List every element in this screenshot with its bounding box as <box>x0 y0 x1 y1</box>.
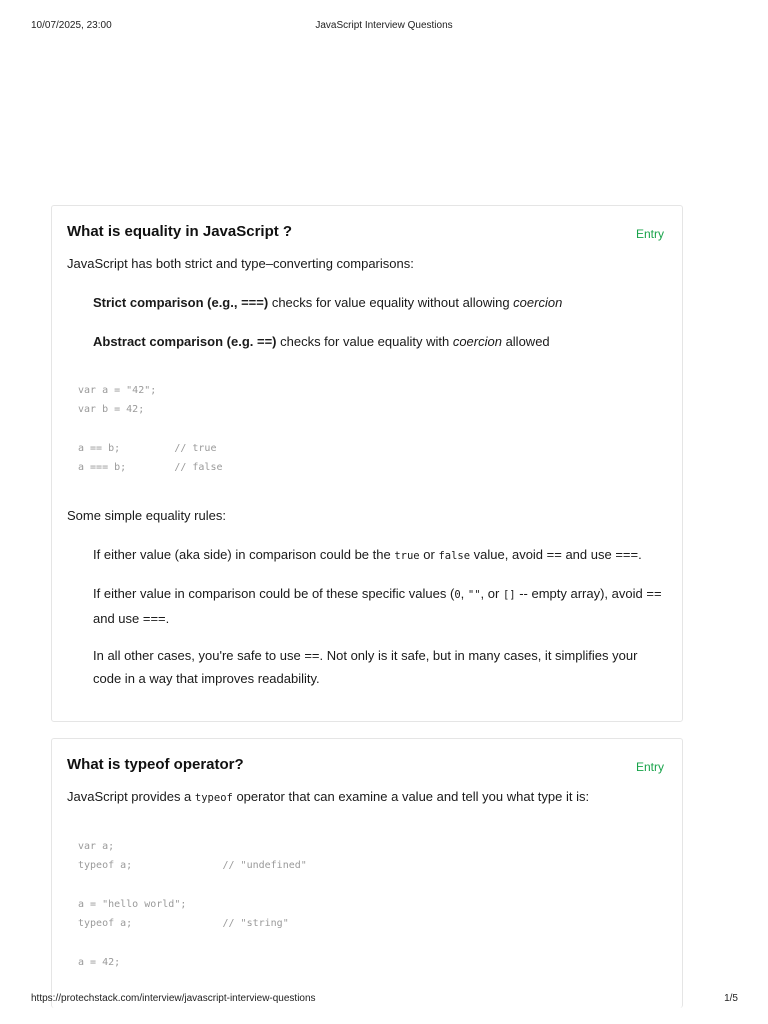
inline-code: 0 <box>454 589 461 601</box>
equality-rule-3: In all other cases, you're safe to use ==. Not only is it safe, but in many cases, it simplifies your code in a way that improves readability. <box>93 648 638 686</box>
rule-text: If either value (aka side) in comparison could be the <box>93 547 395 562</box>
inline-code: true <box>394 550 420 562</box>
difficulty-badge: Entry <box>635 760 664 774</box>
code-block: var a; typeof a; // "undefined" a = "hello world"; typeof a; // "string" a = 42; <box>78 841 307 968</box>
rule-text: value, avoid == and use ===. <box>470 547 642 562</box>
inline-code: false <box>438 550 471 562</box>
strict-comparison-text: checks for value equality without allowing <box>268 295 514 310</box>
page-number: 1/5 <box>724 993 738 1004</box>
rule-text: If either value in comparison could be of these specific values ( <box>93 586 455 601</box>
question-title: What is typeof operator? <box>67 756 244 773</box>
question-card-equality <box>51 205 683 722</box>
print-header <box>0 20 768 34</box>
print-document-title: JavaScript Interview Questions <box>315 20 453 31</box>
inline-code: "" <box>467 589 481 601</box>
abstract-comparison-item <box>93 330 668 353</box>
rule-text: , <box>460 586 468 601</box>
strict-comparison-emphasis: coercion <box>513 295 563 310</box>
abstract-comparison-text: checks for value equality with <box>276 334 453 349</box>
rule-text: or <box>419 547 439 562</box>
answer-intro <box>67 789 589 804</box>
strict-comparison-item <box>93 291 668 314</box>
rule-text: , or <box>480 586 503 601</box>
rule-text: -- empty array), avoid == and use ===. <box>93 586 662 626</box>
strict-comparison-term: Strict comparison (e.g., ===) <box>93 295 269 310</box>
print-datetime: 10/07/2025, 23:00 <box>31 20 112 31</box>
rules-heading: Some simple equality rules: <box>67 508 226 523</box>
abstract-comparison-tail: allowed <box>501 334 550 349</box>
difficulty-badge: Entry <box>635 227 664 241</box>
question-title: What is equality in JavaScript ? <box>67 223 293 240</box>
page-url: https://protechstack.com/interview/javascript-interview-questions <box>31 993 316 1004</box>
answer-intro: JavaScript has both strict and type–converting comparisons: <box>67 256 414 271</box>
abstract-comparison-emphasis: coercion <box>452 334 502 349</box>
code-block: var a = "42"; var b = 42; a == b; // true a === b; // false <box>78 385 223 474</box>
question-card-typeof <box>51 738 683 1008</box>
inline-code: typeof <box>194 792 233 804</box>
abstract-comparison-term: Abstract comparison (e.g. ==) <box>93 334 277 349</box>
equality-rule-2 <box>93 582 668 630</box>
intro-text: operator that can examine a value and tell you what type it is: <box>232 789 590 804</box>
inline-code: [] <box>502 589 516 601</box>
intro-text: JavaScript provides a <box>67 789 195 804</box>
print-footer <box>0 993 768 1007</box>
equality-rule-1 <box>93 543 668 568</box>
